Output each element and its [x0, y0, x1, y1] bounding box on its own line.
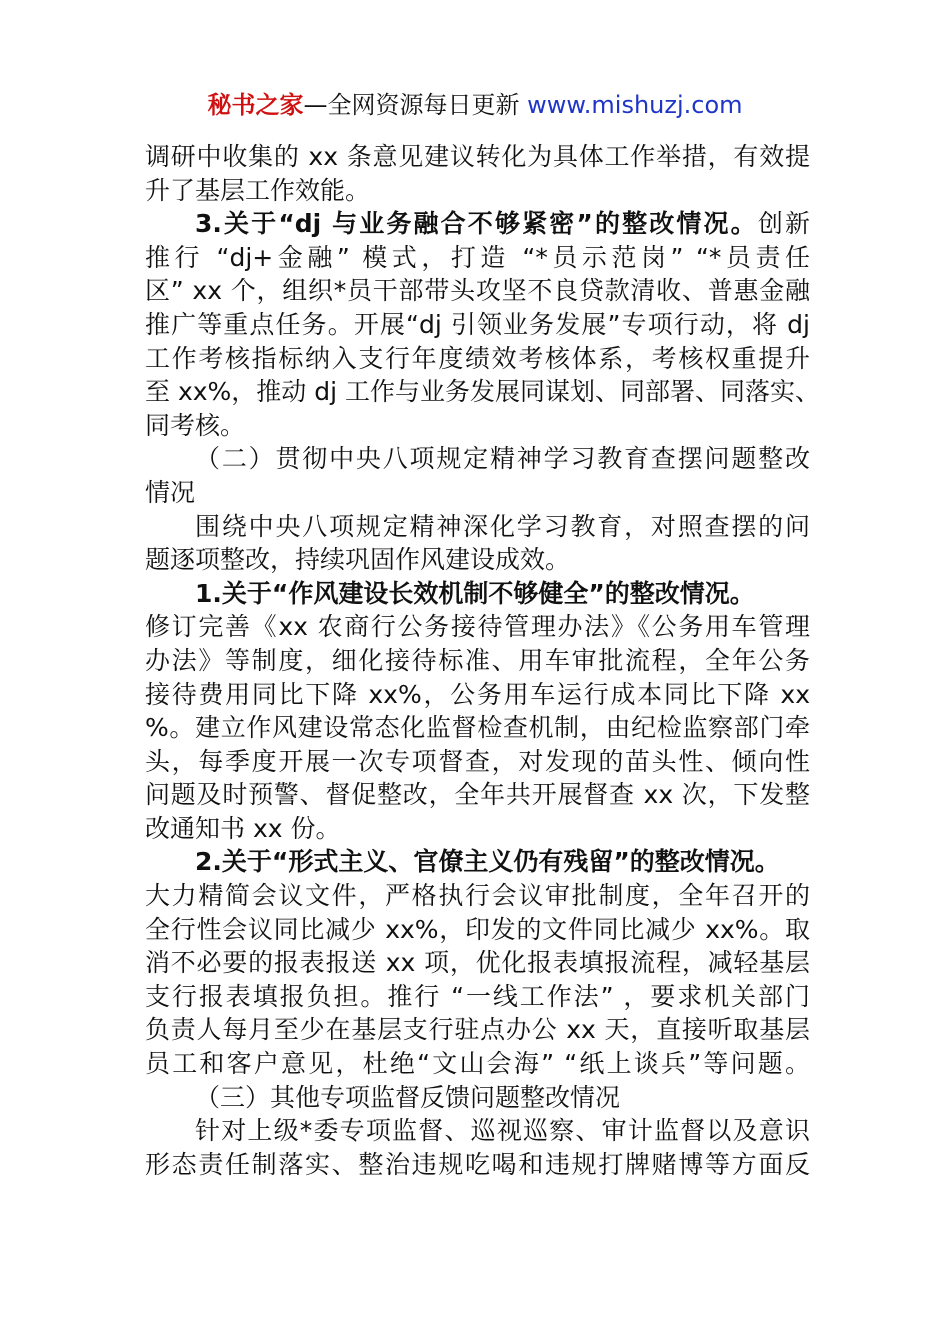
bold-heading: 2.关于“形式主义、官僚主义仍有残留”的整改情况。: [195, 847, 780, 877]
text-line: [145, 543, 810, 577]
page-header: [0, 88, 950, 122]
line-text: 问题及时预警、督促整改，全年共开展督查 xx 次，下发整: [145, 780, 810, 810]
header-site-link[interactable]: www.mishuzj.com: [527, 91, 743, 119]
line-text: （三）其他专项监督反馈问题整改情况: [195, 1082, 621, 1112]
line-text: 办法》等制度，细化接待标准、用车审批流程，全年公务: [145, 645, 810, 675]
line-text: 工作考核指标纳入支行年度绩效考核体系，考核权重提升: [145, 343, 810, 373]
line-text: 调研中收集的 xx 条意见建议转化为具体工作举措，有效提: [145, 142, 810, 171]
line-text: 区” xx 个，组织*员干部带头攻坚不良贷款清收、普惠金融: [145, 276, 810, 306]
text-line: [145, 1148, 810, 1182]
text-line: [145, 1047, 810, 1081]
line-text: 员工和客户意见，杜绝“文山会海” “纸上谈兵”等问题。: [145, 1049, 810, 1079]
text-line: [145, 711, 810, 745]
line-text: （二）贯彻中央八项规定精神学习教育查摆问题整改: [195, 444, 810, 474]
header-tagline: —全网资源每日更新: [303, 91, 528, 119]
text-line: [145, 342, 810, 376]
line-text: 推广等重点任务。开展“dj 引领业务发展”专项行动，将 dj: [145, 309, 810, 339]
line-text: 消不必要的报表报送 xx 项，优化报表填报流程，减轻基层: [145, 948, 810, 978]
line-text: 大力精简会议文件，严格执行会议审批制度，全年召开的: [145, 881, 810, 911]
text-line: [145, 610, 810, 644]
text-line: [145, 946, 810, 980]
line-text: 全行性会议同比减少 xx%，印发的文件同比减少 xx%。取: [145, 914, 810, 944]
text-line: [145, 577, 810, 611]
text-line: [145, 308, 810, 342]
line-text: 针对上级*委专项监督、巡视巡察、审计监督以及意识: [195, 1116, 810, 1146]
line-text: 形态责任制落实、整治违规吃喝和违规打牌赌博等方面反: [145, 1149, 810, 1179]
text-line: [145, 1013, 810, 1047]
text-line: [145, 174, 810, 208]
line-text: 围绕中央八项规定精神深化学习教育，对照查摆的问: [195, 511, 810, 541]
text-line: [145, 375, 821, 409]
line-text: 同考核。: [145, 410, 246, 440]
document-body: [145, 140, 821, 1181]
line-text: 改通知书 xx 份。: [145, 813, 341, 843]
text-line: [145, 476, 810, 510]
bold-heading: 3.关于“dj 与业务融合不够紧密”的整改情况。: [195, 209, 758, 239]
text-line: [145, 442, 810, 476]
line-text: %。建立作风建设常态化监督检查机制，由纪检监察部门牵: [145, 713, 810, 743]
text-line: [145, 812, 810, 846]
line-text: 情况: [145, 477, 196, 507]
text-line: [145, 409, 810, 443]
text-line: [145, 140, 810, 174]
header-brand: 秘书之家: [207, 91, 304, 119]
text-line: [145, 207, 810, 241]
line-text: 升了基层工作效能。: [145, 175, 371, 205]
line-text: 负责人每月至少在基层支行驻点办公 xx 天，直接听取基层: [145, 1015, 810, 1045]
text-line: [145, 745, 810, 779]
text-line: [145, 913, 810, 947]
line-text: 支行报表填报负担。推行 “一线工作法” ，要求机关部门: [145, 981, 810, 1011]
line-text: 题逐项整改，持续巩固作风建设成效。: [145, 545, 571, 575]
text-line: [145, 1081, 810, 1115]
text-line: [145, 241, 810, 275]
text-line: [145, 1114, 810, 1148]
text-line: [145, 879, 810, 913]
line-text: 推行 “dj+金融” 模式，打造 “*员示范岗” “*员责任: [145, 242, 810, 272]
text-line: [145, 678, 810, 712]
text-line: [145, 778, 810, 812]
line-text: 创新: [757, 209, 810, 239]
line-text: 至 xx%，推动 dj 工作与业务发展同谋划、同部署、同落实、: [145, 377, 821, 407]
line-text: 接待费用同比下降 xx%，公务用车运行成本同比下降 xx: [145, 679, 810, 709]
line-text: 头，每季度开展一次专项督查，对发现的苗头性、倾向性: [145, 746, 810, 776]
text-line: [145, 510, 810, 544]
text-line: [145, 845, 810, 879]
text-line: [145, 980, 810, 1014]
text-line: [145, 274, 810, 308]
text-line: [145, 644, 810, 678]
bold-heading: 1.关于“作风建设长效机制不够健全”的整改情况。: [195, 578, 755, 608]
line-text: 修订完善《xx 农商行公务接待管理办法》《公务用车管理: [145, 612, 810, 642]
